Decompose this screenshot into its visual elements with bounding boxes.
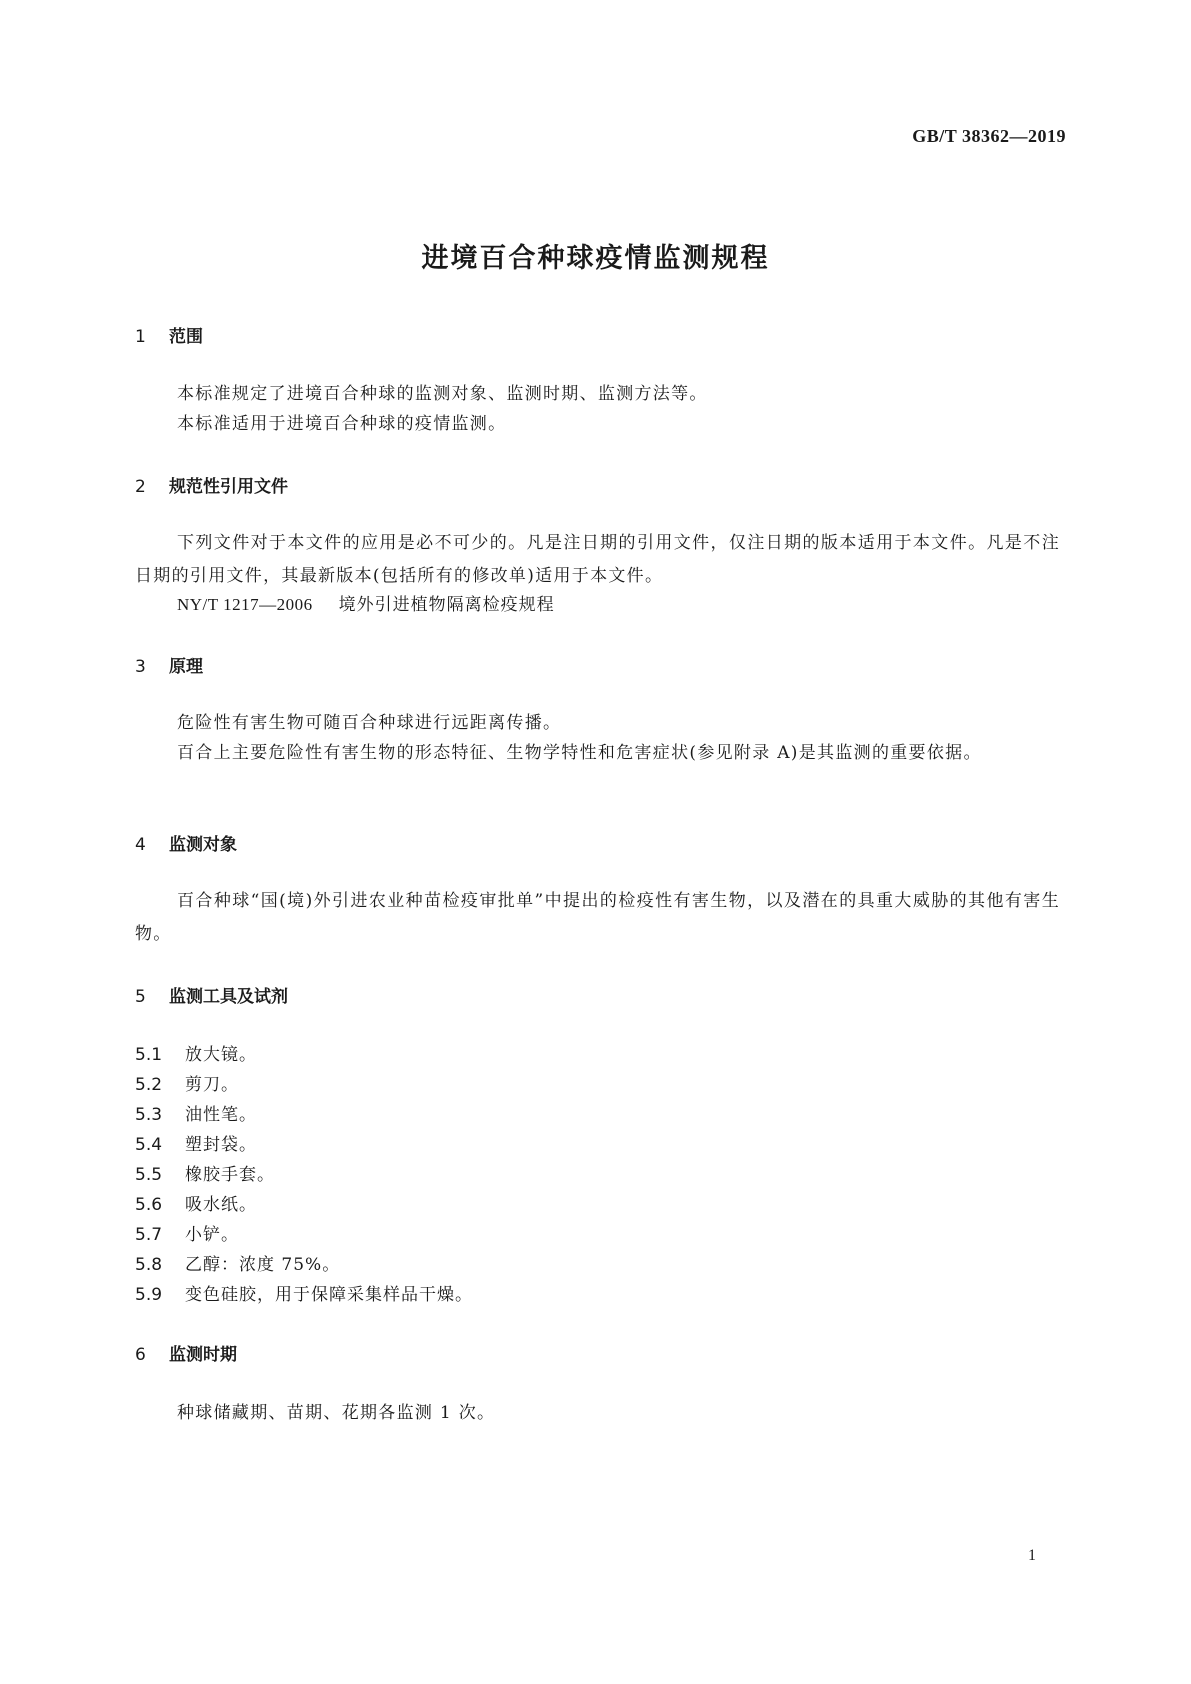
item-number: 5.8 xyxy=(135,1255,163,1275)
item-number: 5.2 xyxy=(135,1075,163,1095)
section-heading-monitoring-objects xyxy=(135,830,237,855)
section-number: 3 xyxy=(135,657,146,677)
paragraph: 种球储藏期、苗期、花期各监测 1 次。 xyxy=(177,1403,496,1423)
section-number: 6 xyxy=(135,1345,146,1365)
item-number: 5.6 xyxy=(135,1195,163,1215)
paragraph: 本标准规定了进境百合种球的监测对象、监测时期、监测方法等。 xyxy=(177,384,708,404)
section-title: 监测工具及试剂 xyxy=(169,987,288,1007)
section-title: 原理 xyxy=(169,657,203,677)
item-text: 变色硅胶，用于保障采集样品干燥。 xyxy=(185,1285,473,1305)
section-heading-monitoring-period xyxy=(135,1340,237,1365)
list-item xyxy=(135,1160,275,1185)
list-item xyxy=(135,1130,257,1155)
list-item xyxy=(135,1280,473,1305)
item-text: 吸水纸。 xyxy=(185,1195,257,1215)
paragraph: 百合上主要危险性有害生物的形态特征、生物学特性和危害症状(参见附录 A)是其监测的重要依据。 xyxy=(177,743,982,763)
section-heading-principle xyxy=(135,652,203,677)
item-text: 小铲。 xyxy=(185,1225,239,1245)
item-number: 5.9 xyxy=(135,1285,163,1305)
paragraph: 本标准适用于进境百合种球的疫情监测。 xyxy=(177,414,507,434)
item-text: 剪刀。 xyxy=(185,1075,239,1095)
section-number: 1 xyxy=(135,327,146,347)
standard-code: GB/T 38362—2019 xyxy=(912,126,1066,146)
page-number: 1 xyxy=(1028,1547,1036,1564)
section-title: 范围 xyxy=(169,327,203,347)
list-item xyxy=(135,1040,257,1065)
paragraph: 百合种球“国(境)外引进农业种苗检疫审批单”中提出的检疫性有害生物，以及潜在的具重大威胁的其他有害生物。 xyxy=(135,891,1060,944)
list-item xyxy=(135,1070,239,1095)
item-number: 5.5 xyxy=(135,1165,163,1185)
item-number: 5.7 xyxy=(135,1225,163,1245)
section-title: 监测时期 xyxy=(169,1345,237,1365)
item-number: 5.4 xyxy=(135,1135,163,1155)
section-heading-scope xyxy=(135,322,203,347)
section-heading-tools-reagents xyxy=(135,982,288,1007)
item-number: 5.1 xyxy=(135,1045,163,1065)
section-title: 规范性引用文件 xyxy=(169,477,288,497)
section-number: 4 xyxy=(135,835,146,855)
section-number: 2 xyxy=(135,477,146,497)
item-number: 5.3 xyxy=(135,1105,163,1125)
section-heading-normative-references xyxy=(135,472,288,497)
reference-code: NY/T 1217—2006 xyxy=(177,595,313,614)
reference-entry xyxy=(177,590,555,615)
section-number: 5 xyxy=(135,987,146,1007)
list-item xyxy=(135,1190,257,1215)
item-text: 油性笔。 xyxy=(185,1105,257,1125)
list-item xyxy=(135,1100,257,1125)
item-text: 乙醇：浓度 75%。 xyxy=(185,1255,341,1275)
paragraph: 危险性有害生物可随百合种球进行远距离传播。 xyxy=(177,713,562,733)
list-item xyxy=(135,1250,340,1275)
reference-title: 境外引进植物隔离检疫规程 xyxy=(338,595,555,615)
item-text: 放大镜。 xyxy=(185,1045,257,1065)
paragraph: 下列文件对于本文件的应用是必不可少的。凡是注日期的引用文件，仅注日期的版本适用于本文件。凡是不注日期的引用文件，其最新版本(包括所有的修改单)适用于本文件。 xyxy=(135,533,1060,586)
section-title: 监测对象 xyxy=(169,835,237,855)
item-text: 塑封袋。 xyxy=(185,1135,257,1155)
item-text: 橡胶手套。 xyxy=(185,1165,275,1185)
document-title: 进境百合种球疫情监测规程 xyxy=(421,243,770,274)
list-item xyxy=(135,1220,239,1245)
